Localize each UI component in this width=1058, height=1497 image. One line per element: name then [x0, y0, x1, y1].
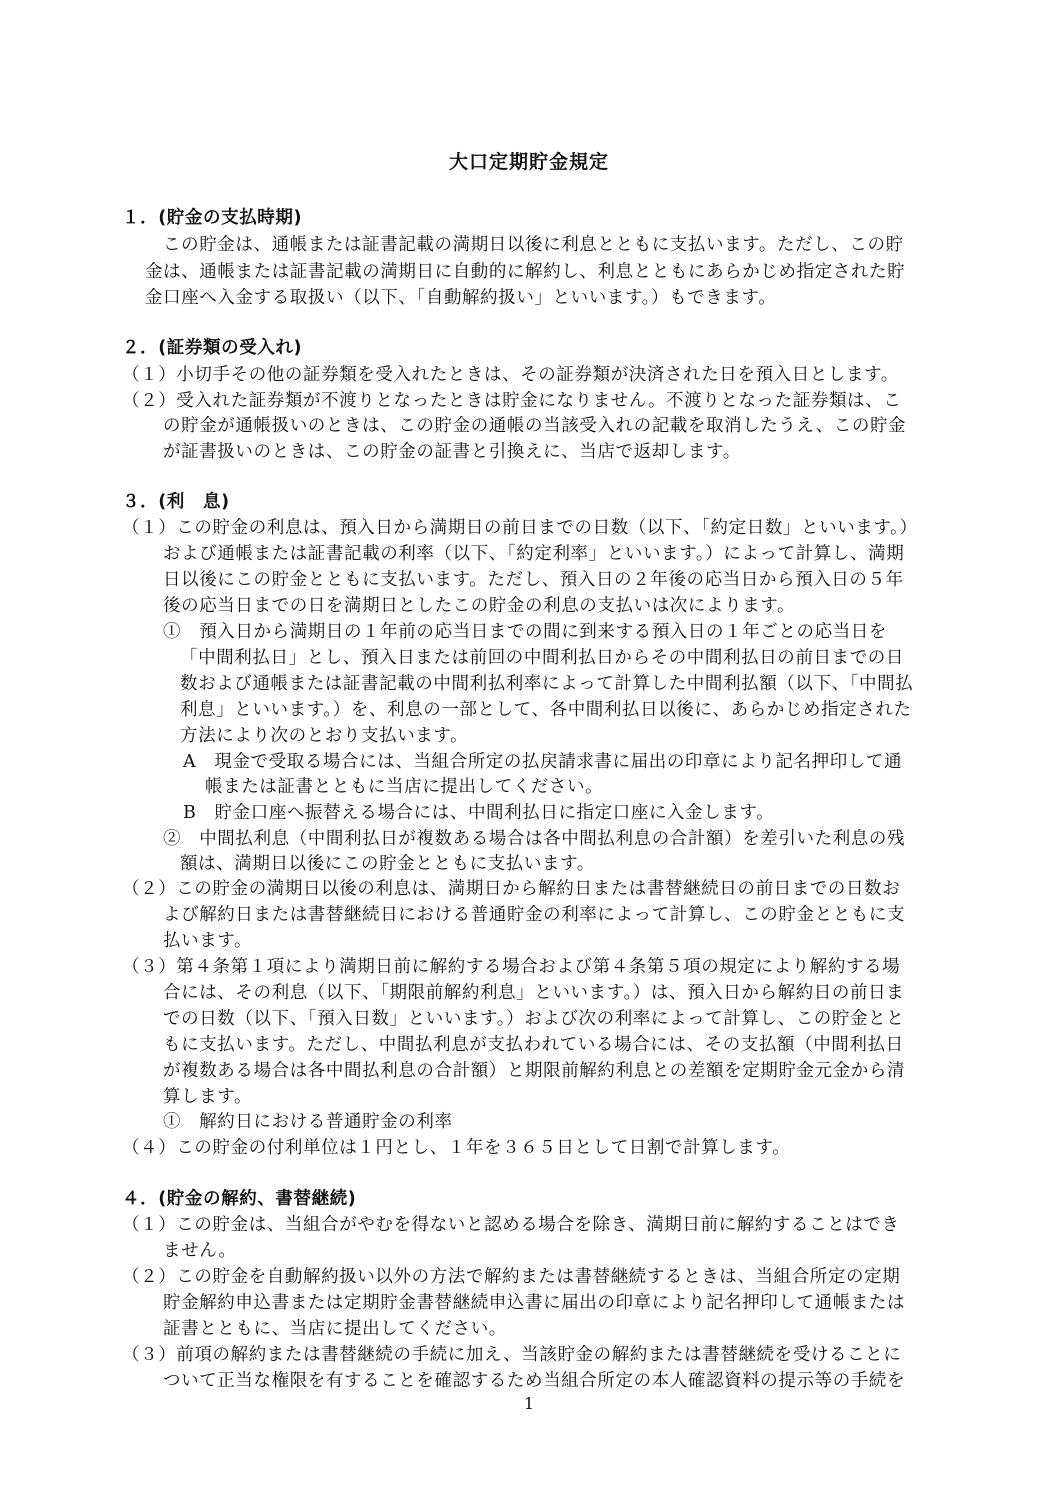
text-line: もに支払います。ただし、中間払利息が支払われている場合には、その支払額（中間利払日: [163, 1035, 904, 1055]
text-line: ② 中間払利息（中間利払日が複数ある場合は各中間払利息の合計額）を差引いた利息の残: [163, 829, 906, 849]
section-heading: ３．(利 息): [122, 492, 230, 512]
text-line: ① 預入日から満期日の１年前の応当日までの間に到来する預入日の１年ごとの応当日を: [163, 622, 887, 642]
text-line: 方法により次のとおり支払います。: [180, 726, 469, 746]
text-line: 証書とともに、当店に提出してください。: [163, 1319, 507, 1339]
text-line: ません。: [163, 1241, 237, 1261]
text-line: 払います。: [163, 931, 253, 951]
page-number: 1: [523, 1394, 535, 1413]
text-line: が証書扱いのときは、この貯金の証書と引換えに、当店で返却します。: [163, 442, 741, 462]
text-line: 貯金解約申込書または定期貯金書替継続申込書に届出の印章により記名押印して通帳または: [163, 1293, 906, 1313]
document-title: 大口定期貯金規定: [448, 151, 609, 173]
text-line: （２）この貯金の満期日以後の利息は、満期日から解約日または書替継続日の前日までの日数お: [122, 879, 901, 899]
text-line: 算します。: [163, 1087, 253, 1107]
text-line: 数および通帳または証書記載の中間利払利率によって計算した中間利払額（以下、「中間払: [180, 674, 914, 694]
section-heading: ４．(貯金の解約、書替継続): [122, 1189, 357, 1209]
text-line: ついて正当な権限を有することを確認するため当組合所定の本人確認資料の提示等の手続を: [163, 1371, 906, 1391]
text-line: 金は、通帳または証書記載の満期日に自動的に解約し、利息とともにあらかじめ指定された貯: [145, 262, 906, 282]
text-line: での日数（以下、「預入日数」といいます。）および次の利率によって計算し、この貯金とと: [163, 1009, 905, 1029]
text-line: 金口座へ入金する取扱い（以下、「自動解約扱い」といいます。）もできます。: [145, 288, 777, 308]
text-line: （１）この貯金の利息は、預入日から満期日の前日までの日数（以下、「約定日数」といいます。）: [122, 518, 918, 538]
text-line: この貯金は、通帳または証書記載の満期日以後に利息とともに支払います。ただし、この貯: [163, 235, 904, 255]
text-line: （２）受入れた証券類が不渡りとなったときは貯金になりません。不渡りとなった証券類は、こ: [122, 391, 902, 411]
text-line: 「中間利払日」とし、預入日または前回の中間利払日からその中間利払日の前日までの日: [180, 648, 904, 668]
text-line: （２）この貯金を自動解約扱い以外の方法で解約または書替継続するときは、当組合所定の定期: [122, 1267, 901, 1287]
text-line: 日以後にこの貯金とともに支払います。ただし、預入日の２年後の応当日から預入日の５年: [163, 570, 904, 590]
text-line: 後の応当日までの日を満期日としたこの貯金の利息の支払いは次によります。: [163, 596, 796, 616]
text-line: 帳または証書とともに当店に提出してください。: [205, 777, 604, 797]
text-line: （１）小切手その他の証券類を受入れたときは、その証券類が決済された日を預入日とします。: [122, 365, 899, 385]
text-line: （４）この貯金の付利単位は１円とし、１年を３６５日として日割で計算します。: [122, 1138, 791, 1158]
text-line: （３）第４条第１項により満期日前に解約する場合および第４条第５項の規定により解約する場: [122, 957, 901, 977]
section-heading: ２．(証券類の受入れ): [122, 338, 303, 358]
text-line: が複数ある場合は各中間払利息の合計額）と期限前解約利息との差額を定期貯金元金から清: [163, 1061, 906, 1081]
text-line: （３）前項の解約または書替継続の手続に加え、当該貯金の解約または書替継続を受けることに: [122, 1345, 902, 1365]
text-line: B 貯金口座へ振替える場合には、中間利払日に指定口座に入金します。: [183, 803, 775, 823]
text-line: 額は、満期日以後にこの貯金とともに支払います。: [180, 854, 595, 874]
text-line: の貯金が通帳扱いのときは、この貯金の通帳の当該受入れの記載を取消したうえ、この貯金: [163, 416, 907, 436]
text-line: 合には、その利息（以下、「期限前解約利息」といいます。）は、預入日から解約日の前日ま: [163, 983, 905, 1003]
text-line: ① 解約日における普通貯金の利率: [163, 1112, 453, 1132]
text-line: 利息」といいます。）を、利息の一部として、各中間利払日以後に、あらかじめ指定された: [180, 700, 912, 720]
section-heading: １．(貯金の支払時期): [122, 208, 303, 228]
text-line: および通帳または証書記載の利率（以下、「約定利率」といいます。）によって計算し、満期: [163, 544, 905, 564]
text-line: よび解約日または書替継続日における普通貯金の利率によって計算し、この貯金とともに支: [163, 905, 906, 925]
text-line: （１）この貯金は、当組合がやむを得ないと認める場合を除き、満期日前に解約することはでき: [122, 1215, 900, 1235]
text-line: A 現金で受取る場合には、当組合所定の払戻請求書に届出の印章により記名押印して通: [183, 752, 903, 772]
